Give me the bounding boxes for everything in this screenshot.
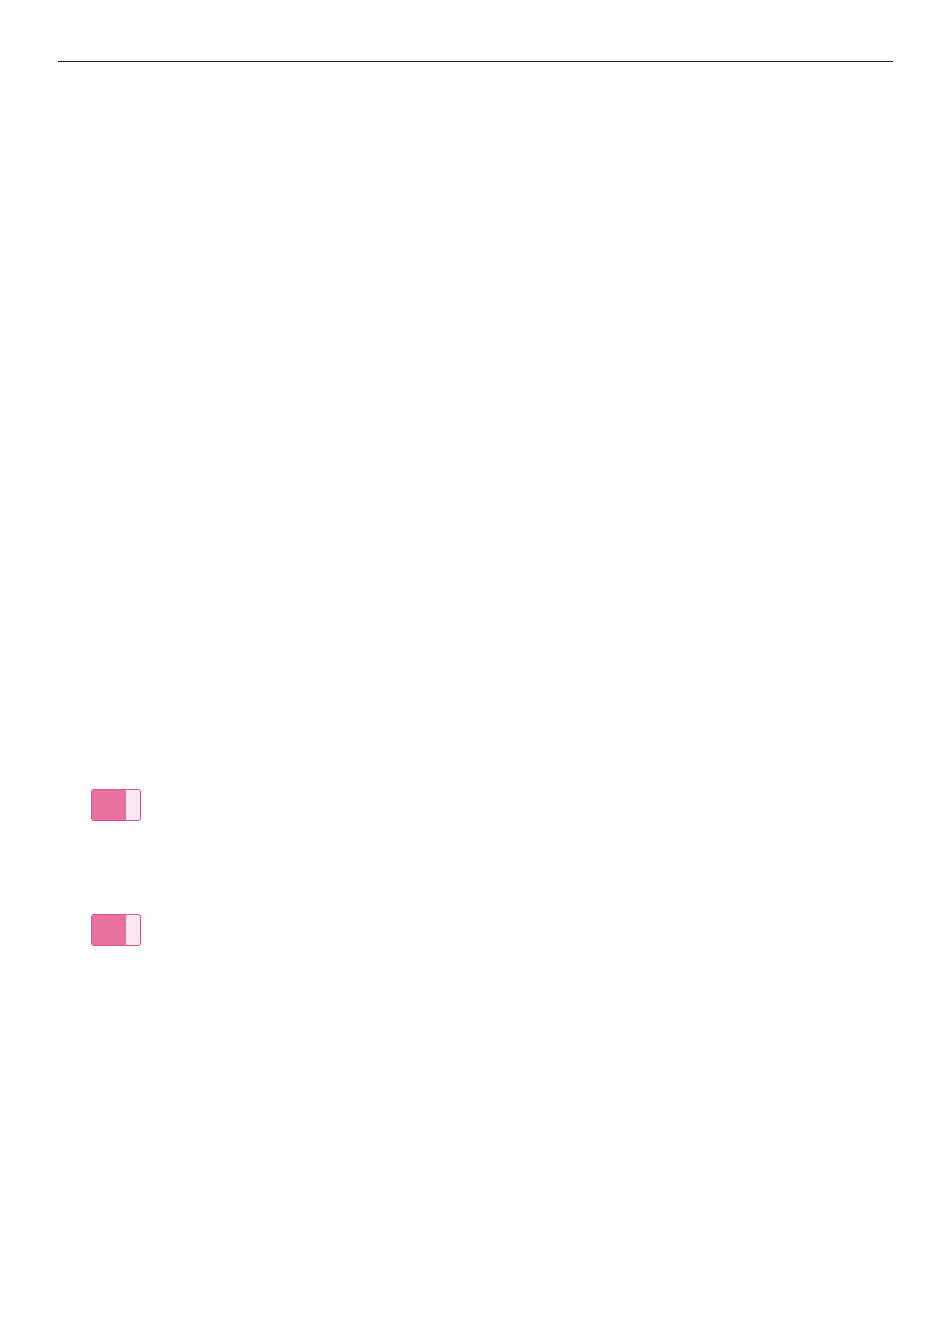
badge-label [126,915,140,945]
badge-label [126,790,140,820]
section-badge-practice [91,914,141,946]
badge-number [92,790,126,820]
header-rule [58,61,893,62]
section-badge-preview [91,789,141,821]
badge-number [92,915,126,945]
